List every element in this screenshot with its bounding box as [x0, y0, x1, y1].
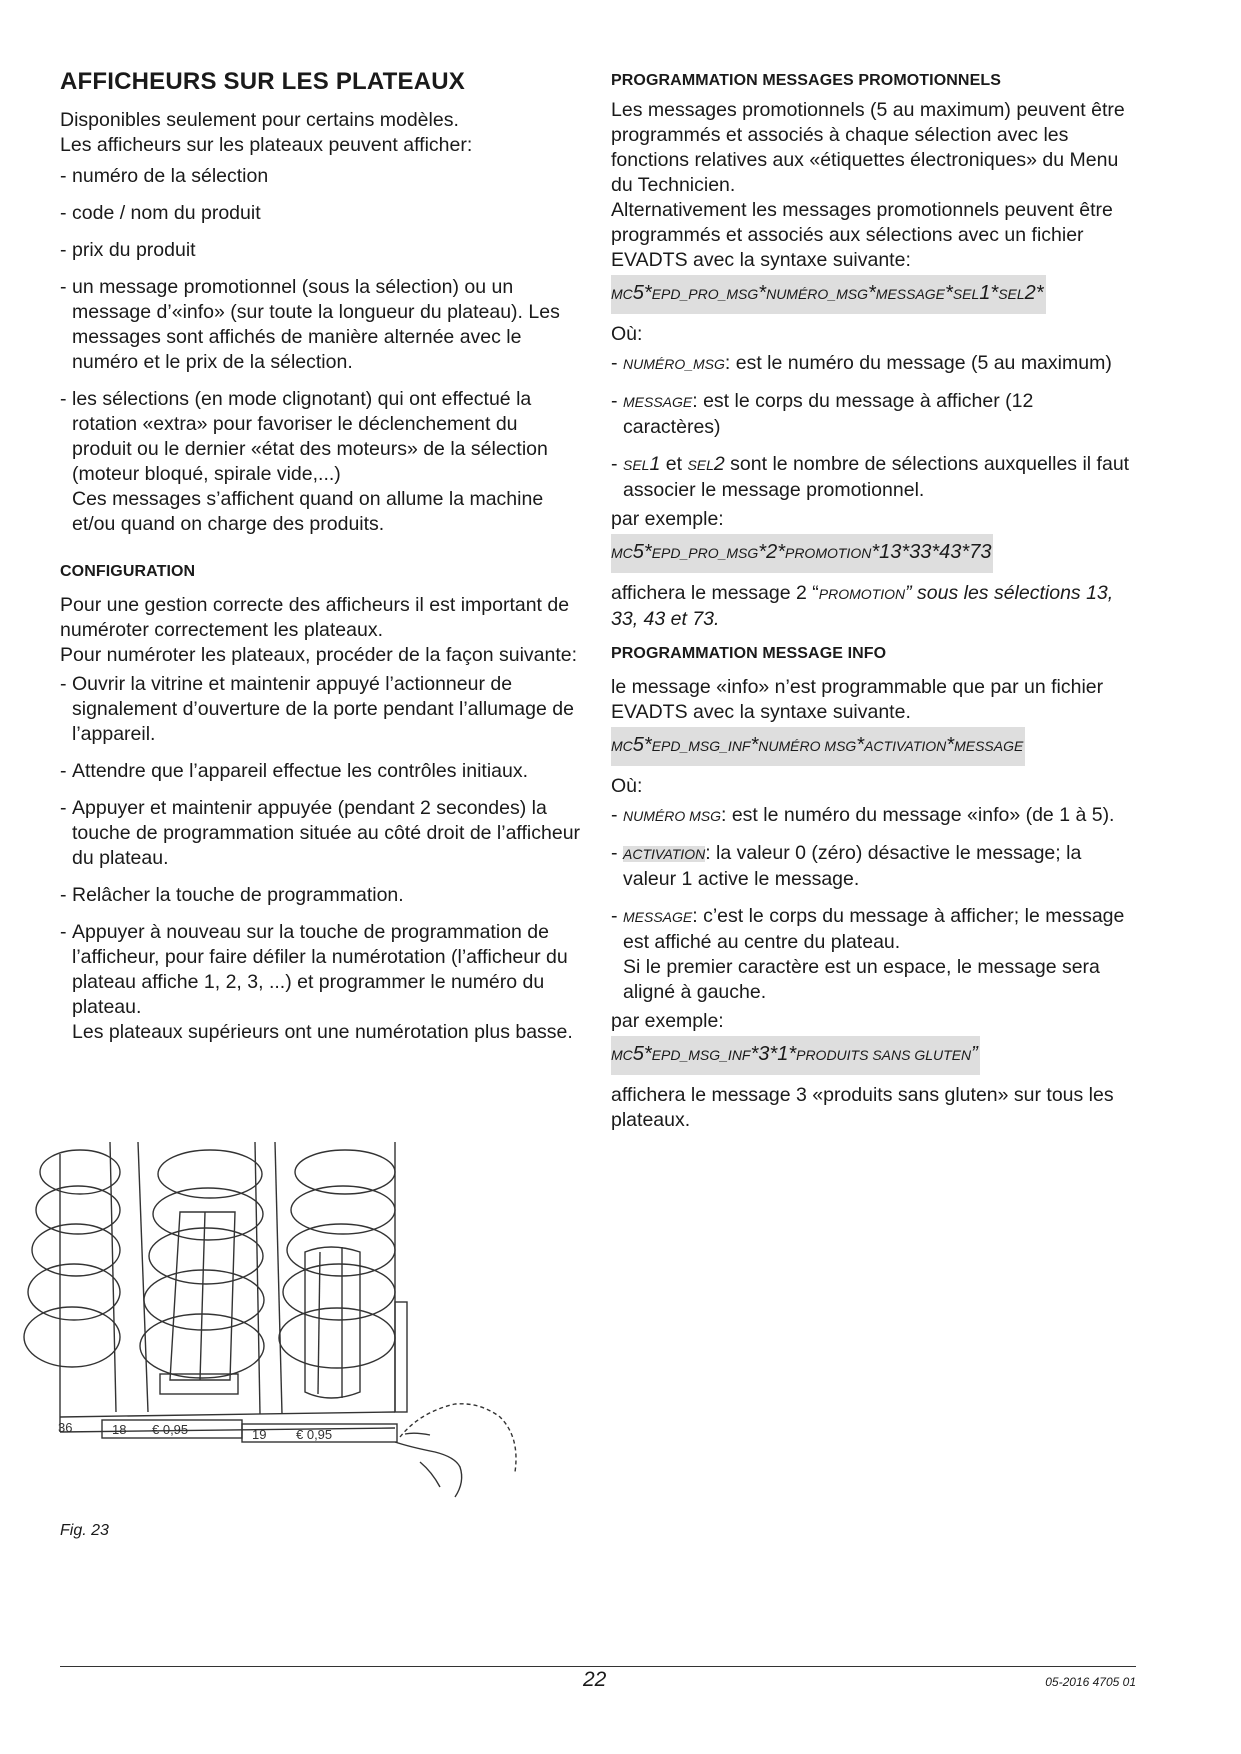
promo-heading: PROGRAMMATION MESSAGES PROMOTIONNELS [611, 72, 1001, 89]
footer-divider [60, 1666, 1136, 1667]
example-label: par exemple: [611, 508, 724, 530]
document-reference: 05-2016 4705 01 [1045, 1675, 1136, 1689]
list-item: - Appuyer à nouveau sur la touche de programmation de l’afficheur, pour faire défiler la numérotation (l’afficheur du plateau affiche 1, 2, 3, ...) et programmer le numéro du plateau. [60, 921, 568, 1018]
intro-line-2: Les afficheurs sur les plateaux peuvent afficher: [60, 134, 473, 156]
config-paragraph-2: Pour numéroter les plateaux, procéder de la façon suivante: [60, 644, 578, 666]
example-label: par exemple: [611, 1010, 724, 1032]
shelf-display-illustration [60, 1142, 520, 1504]
figure-label-left: 36 [58, 1420, 73, 1435]
list-item: - numéro de la sélection [60, 165, 269, 187]
list-item: - ACTIVATION: la valeur 0 (zéro) désactive le message; la valeur 1 active le message. [611, 842, 1082, 890]
figure-caption: Fig. 23 [60, 1522, 109, 1539]
figure-price-18: € 0,95 [152, 1422, 189, 1437]
list-item: - Appuyer et maintenir appuyée (pendant 2 secondes) la touche de programmation située au côté droit de l’afficheur du plateau. [60, 797, 581, 869]
info-paragraph: le message «info» n’est programmable que par un fichier EVADTS avec la syntaxe suivante. [611, 676, 1104, 723]
list-item: - NUMÉRO MSG: est le numéro du message «info» (de 1 à 5). [611, 804, 1115, 826]
list-item: - MESSAGE: c’est le corps du message à afficher; le message est affiché au centre du plateau. [611, 905, 1125, 953]
where-label: Où: [611, 775, 643, 797]
list-item: - Attendre que l’appareil effectue les contrôles initiaux. [60, 760, 529, 782]
info-example-result: affichera le message 3 «produits sans gluten» sur tous les plateaux. [611, 1084, 1114, 1131]
figure-price-19: € 0,95 [296, 1427, 333, 1442]
list-item: - SEL1 et SEL2 sont le nombre de sélections auxquelles il faut associer le message promotionnel. [611, 453, 1130, 501]
page-number: 22 [583, 1668, 607, 1691]
where-label: Où: [611, 323, 643, 345]
promo-paragraph-1: Les messages promotionnels (5 au maximum) peuvent être programmés et associés à chaque sélection avec les fonctions relatives aux «étiquettes électroniques» du Menu du Technicien. [611, 99, 1125, 196]
left-column [60, 60, 582, 1057]
promo-example-code: MC5*EPD_PRO_MSG*2*PROMOTION*13*33*43*73 [611, 534, 993, 573]
list-item: - Ouvrir la vitrine et maintenir appuyé l’actionneur de signalement d’ouverture de la porte pendant l’allumage de l’appareil. [60, 673, 574, 745]
section-title: AFFICHEURS SUR LES PLATEAUX [60, 68, 465, 95]
info-heading: PROGRAMMATION MESSAGE INFO [611, 645, 887, 662]
right-column [611, 72, 1136, 1133]
promo-paragraph-2: Alternativement les messages promotionnels peuvent être programmés et associés aux sélections avec un fichier EVADTS avec la syntaxe suivante: [611, 199, 1113, 271]
list-item: - code / nom du produit [60, 202, 261, 224]
config-heading: CONFIGURATION [60, 563, 196, 580]
info-syntax-code: MC5*EPD_MSG_INF*NUMÉRO MSG*ACTIVATION*MESSAGE [611, 727, 1025, 766]
config-paragraph-1: Pour une gestion correcte des afficheurs il est important de numéroter correctement les plateaux. [60, 594, 570, 641]
figure-selection-18: 18 [112, 1422, 127, 1437]
promo-syntax-code: MC5*EPD_PRO_MSG*NUMÉRO_MSG*MESSAGE*SEL1*SEL2* [611, 275, 1046, 314]
intro-line-1: Disponibles seulement pour certains modèles. [60, 109, 459, 131]
promo-example-result: affichera le message 2 “PROMOTION” sous les sélections 13, 33, 43 et 73. [611, 582, 1114, 630]
list-item: - un message promotionnel (sous la sélection) ou un message d’«info» (sur toute la longueur du plateau). Les messages sont affichés de manière alternée avec le numéro et le prix de la sélection. [60, 276, 560, 373]
list-item: - Relâcher la touche de programmation. [60, 884, 404, 906]
list-item: - NUMÉRO_MSG: est le numéro du message (5 au maximum) [611, 352, 1112, 374]
list-item: - les sélections (en mode clignotant) qui ont effectué la rotation «extra» pour favoriser le déclenchement du produit ou le dernier «état des moteurs» de la sélection (moteur bloqué, spirale vide,...) [60, 388, 548, 485]
list-item: - MESSAGE: est le corps du message à afficher (12 caractères) [611, 390, 1034, 438]
list-item: - prix du produit [60, 239, 196, 261]
list-item-note: Ces messages s’affichent quand on allume la machine et/ou quand on charge des produits. [72, 488, 544, 535]
list-item-note: Les plateaux supérieurs ont une numérotation plus basse. [72, 1021, 573, 1043]
list-item-note: Si le premier caractère est un espace, le message sera aligné à gauche. [623, 956, 1100, 1003]
info-example-code: MC5*EPD_MSG_INF*3*1*PRODUITS SANS GLUTEN” [611, 1036, 980, 1075]
figure-selection-19: 19 [252, 1427, 267, 1442]
